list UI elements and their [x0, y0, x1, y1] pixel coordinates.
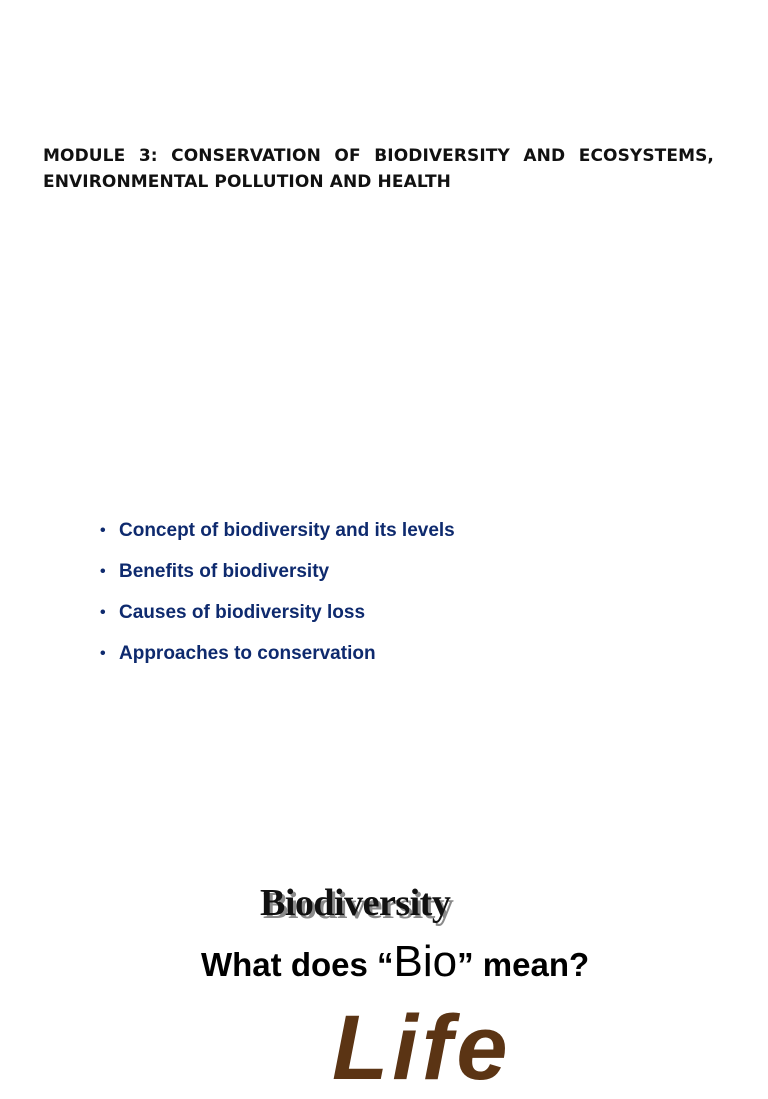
topic-label: Concept of biodiversity and its levels: [119, 520, 455, 541]
bio-question: [201, 934, 589, 993]
bullet-icon: •: [100, 645, 106, 662]
topic-list: [100, 517, 455, 681]
list-item: [100, 640, 455, 681]
module-title: MODULE 3: CONSERVATION OF BIODIVERSITY AND ECOSYSTEMS, ENVIRONMENTAL POLLUTION AND HEALTH: [43, 146, 714, 192]
list-item: [100, 599, 455, 640]
question-word: Bio: [393, 937, 458, 986]
bullet-icon: •: [100, 522, 106, 539]
list-item: [100, 517, 455, 558]
answer-word: Life: [332, 997, 512, 1099]
question-suffix: ” mean?: [457, 946, 590, 983]
biodiversity-heading: Biodiversity: [260, 882, 451, 924]
list-item: [100, 558, 455, 599]
question-prefix: What does “: [201, 946, 394, 983]
topic-label: Approaches to conservation: [119, 643, 376, 664]
bullet-icon: •: [100, 563, 106, 580]
topic-label: Benefits of biodiversity: [119, 561, 330, 582]
bullet-icon: •: [100, 604, 106, 621]
topic-label: Causes of biodiversity loss: [119, 602, 366, 623]
